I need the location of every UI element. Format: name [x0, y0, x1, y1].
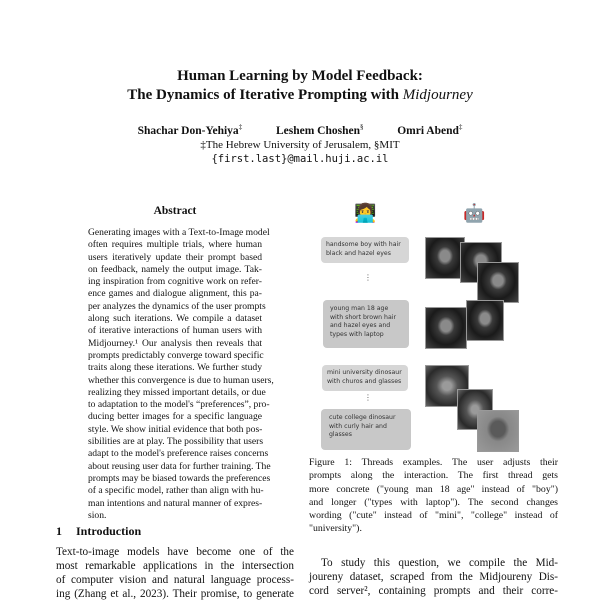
generated-image	[477, 262, 519, 303]
generated-image	[477, 410, 519, 452]
text-line: Generating images with a Text-to-Image model	[88, 227, 270, 238]
prompt-bubble: young man 18 age with short brown hair and hazel eyes and types with laptop	[323, 300, 409, 348]
generated-image	[425, 237, 465, 279]
text-line: ing (Zhang et al., 2023). Their promise, to generate	[56, 588, 294, 600]
text-line: Text-to-image models have become one of the	[56, 546, 294, 558]
abstract-body	[88, 227, 274, 522]
text-line: about reusing user data for further training. The	[88, 460, 271, 472]
affiliation: ‡The Hebrew University of Jerusalem, §MIT	[200, 139, 400, 151]
author: Omri Abend‡	[397, 123, 463, 137]
ellipsis: ⋮	[364, 393, 372, 402]
text-line: of a specific model, rather than align with hu-	[88, 485, 264, 497]
text-line: man intentions and natural manner of expres-	[88, 497, 263, 509]
text-line: along such iterations. We compile a dataset	[88, 313, 262, 325]
email: {first.last}@mail.huji.ac.il	[211, 153, 389, 165]
text-line: most remarkable applications in the intersection	[56, 560, 294, 572]
text-line: often requires multiple trials, where human	[88, 239, 262, 251]
text-line: on feedback, namely the output image. Tak-	[88, 263, 262, 275]
text-line: Midjourney.¹ Our analysis then reveals that	[88, 337, 262, 349]
ellipsis: ⋮	[364, 273, 372, 282]
text-line: per analyzes the dynamics of the user prompts	[88, 300, 266, 312]
text-line: users iteratively update their prompt based	[88, 251, 262, 263]
text-line: To study this question, we compile the Mid-	[321, 557, 558, 569]
text-line: joureny dataset, scraped from the Midjoureny Dis-	[309, 571, 558, 583]
text-line: whether this convergence is due to human users,	[88, 374, 274, 386]
text-line: to adaptation to the model's “preferences”, pro-	[88, 399, 270, 411]
text-line: "university").	[309, 523, 362, 535]
generated-image	[466, 300, 504, 341]
section-heading-introduction: 1 Introduction	[56, 524, 142, 538]
text-line: prompts along the interaction. The first thread gets	[309, 470, 558, 482]
robot-icon: 🤖	[463, 203, 486, 224]
title-line-1: Human Learning by Model Feedback:	[177, 68, 423, 84]
text-line: traits along these iterations. We further study	[88, 362, 262, 374]
text-line: of iterative interactions of human users with	[88, 325, 262, 337]
right-column-body	[309, 556, 558, 598]
prompt-bubble: handsome boy with hair black and hazel eyes	[321, 237, 409, 263]
text-line: ence games and dialogue alignment, this pa-	[88, 288, 262, 300]
figure-caption	[309, 456, 558, 536]
author: Leshem Choshen§	[275, 123, 364, 137]
text-line: prompts may be biased towards the preferences	[88, 472, 271, 484]
introduction-body	[56, 545, 294, 600]
authors	[0, 123, 600, 137]
text-line: of computer vision and natural language process-	[56, 574, 294, 586]
text-line: ducing better images for a specific language	[88, 411, 262, 423]
text-line: sibilities are at play. The possibility that users	[88, 436, 264, 448]
text-line: prompts predictably converge toward specific	[88, 349, 264, 361]
text-line: ing inspiration from cognitive work on refer-	[88, 276, 262, 288]
text-line: more concrete ("young man 18 age" instead of "boy")	[309, 483, 558, 495]
author: Shachar Don-Yehiya‡	[137, 123, 243, 137]
title-line-2: The Dynamics of Iterative Prompting with Midjourney	[127, 87, 473, 103]
text-line: cord server², containing prompts and their corre-	[309, 585, 558, 597]
text-line: and longer ("types with laptop"). The second changes	[309, 496, 558, 508]
abstract-heading: Abstract	[153, 205, 197, 217]
woman-technologist-icon: 👩‍💻	[354, 203, 377, 224]
prompt-bubble: cute college dinosaur with curly hair and glasses	[321, 409, 411, 450]
text-line: sion.	[88, 509, 107, 521]
prompt-bubble: mini university dinosaur with churos and glasses	[322, 365, 408, 391]
text-line: realizing they missed important details, or due	[88, 386, 266, 398]
generated-image	[425, 307, 467, 349]
text-line: adapt to the model's preference raises concerns	[88, 448, 269, 460]
text-line: Figure 1: Threads examples. The user adjusts their	[309, 457, 558, 468]
text-line: wording ("cute" instead of "mini", "college" instead of	[309, 510, 558, 522]
text-line: style. We show initial evidence that both pos-	[88, 423, 263, 435]
